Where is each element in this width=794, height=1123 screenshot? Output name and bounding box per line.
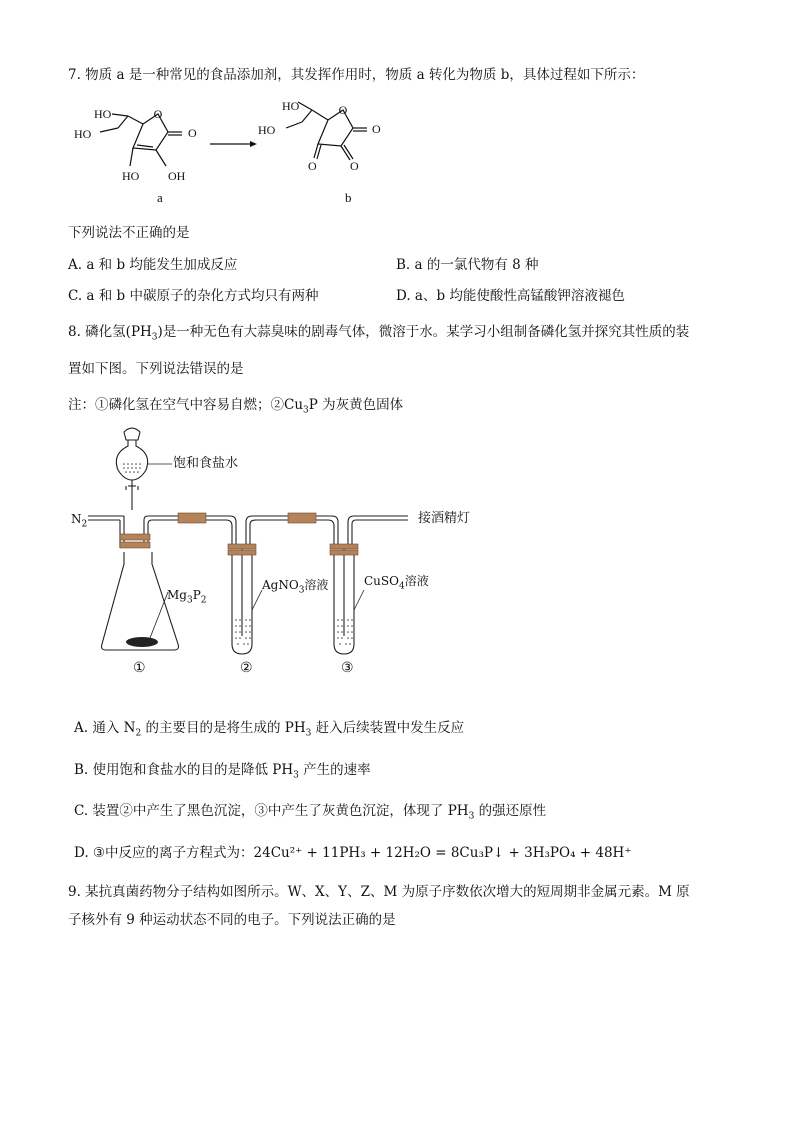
- q8-apparatus-diagram: [66, 424, 486, 680]
- q7-option-b: B. a 的一氯代物有 8 种: [396, 257, 539, 273]
- q8-option-a: A. 通入 $N_2$ 的主要目的是将生成的 $PH_3$ 赶入后续装置中发生反应: [74, 720, 465, 739]
- apparatus-number-3: ③: [341, 660, 354, 676]
- q7-stem: 7. 物质 a 是一种常见的食品添加剂，其发挥作用时，物质 a 转化为物质 b，具体过程如下所示：: [68, 67, 645, 83]
- separatory-funnel: [116, 428, 147, 510]
- reagent-mg3p2-label: $Mg_3P_2$: [167, 588, 207, 606]
- q7-question: 下列说法不正确的是: [68, 225, 190, 241]
- apparatus-number-1: ①: [133, 660, 146, 676]
- funnel-liquid-dots: [123, 463, 141, 473]
- svg-text:O: O: [153, 107, 163, 121]
- q9-stem-line2: 子核外有 9 种运动状态不同的电子。下列说法正确的是: [68, 912, 396, 928]
- label-b: b: [345, 190, 352, 205]
- reagent-cuso4-label: CuSO$_4$溶液: [364, 574, 429, 592]
- q7-option-c: C. a 和 b 中碳原子的杂化方式均只有两种: [68, 288, 319, 304]
- n2-label: $N_2$: [71, 512, 88, 530]
- q8-stem-line2: 置如下图。下列说法错误的是: [68, 361, 244, 377]
- q9-stem-line1: 9. 某抗真菌药物分子结构如图所示。W、X、Y、Z、M 为原子序数依次增大的短周期非金属元素。M 原: [68, 884, 690, 900]
- svg-text:HO: HO: [74, 127, 92, 141]
- svg-text:HO: HO: [258, 123, 276, 137]
- tube-liquid-dots: [235, 619, 353, 645]
- svg-text:O: O: [350, 159, 359, 173]
- molecule-a: [100, 114, 182, 166]
- outlet-label: 接酒精灯: [418, 511, 471, 526]
- label-a: a: [157, 190, 163, 205]
- q8-option-d: D. ③中反应的离子方程式为：24Cu²⁺ + 11PH₃ + 12H₂O = 8Cu₃P↓ + 3H₃PO₄ + 48H⁺: [74, 845, 632, 861]
- q8-stem-line1: 8. 磷化氢$(PH_3)$是一种无色有大蒜臭味的剧毒气体，微溶于水。某学习小组制备磷化氢并探究其性质的装: [68, 324, 690, 343]
- apparatus-number-2: ②: [240, 660, 253, 676]
- svg-text:OH: OH: [168, 169, 186, 183]
- reagent-agno3-label: AgNO$_3$溶液: [262, 578, 329, 596]
- q8-option-b: B. 使用饱和食盐水的目的是降低 $PH_3$ 产生的速率: [74, 762, 371, 781]
- q8-note: 注：①磷化氢在空气中容易自燃；$②Cu_3P$ 为灰黄色固体: [68, 397, 404, 416]
- svg-text:O: O: [308, 159, 317, 173]
- svg-text:O: O: [338, 103, 348, 117]
- svg-text:HO: HO: [282, 99, 300, 113]
- svg-text:O: O: [372, 122, 381, 136]
- q7-option-a: A. a 和 b 均能发生加成反应: [68, 257, 238, 273]
- funnel-label: 饱和食盐水: [173, 456, 239, 471]
- svg-text:O: O: [188, 126, 197, 140]
- q8-option-c: C. 装置②中产生了黑色沉淀，③中产生了灰黄色沉淀，体现了 $PH_3$ 的强还原性: [74, 803, 547, 822]
- q7-option-d: D. a、b 均能使酸性高锰酸钾溶液褪色: [396, 288, 625, 304]
- svg-text:HO: HO: [122, 169, 140, 183]
- svg-text:HO: HO: [94, 107, 112, 121]
